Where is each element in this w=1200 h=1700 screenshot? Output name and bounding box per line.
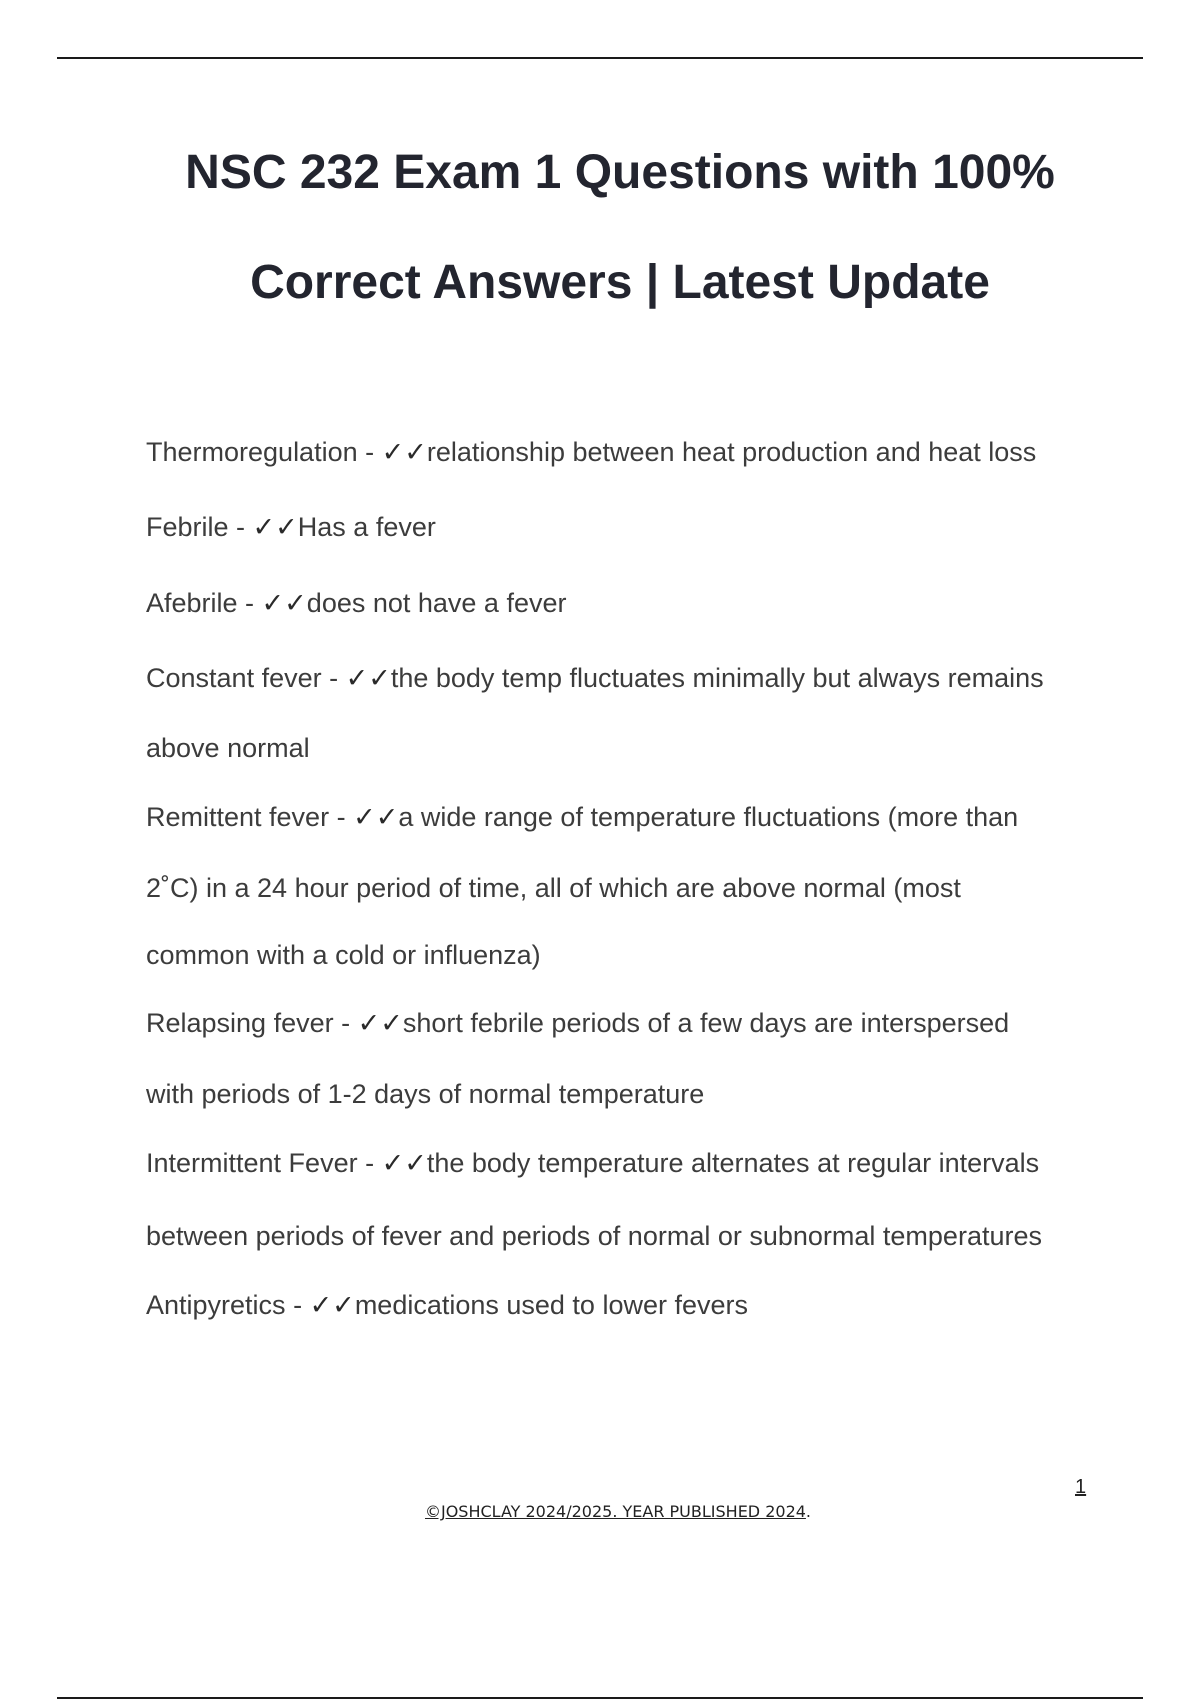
double-checkmark-icon: ✓✓ xyxy=(252,512,298,542)
flashcard-entry xyxy=(146,802,1018,833)
entry-definition-continuation: between periods of fever and periods of normal or subnormal temperatures xyxy=(146,1221,1042,1251)
entry-definition: Has a fever xyxy=(297,512,436,542)
entry-definition: does not have a fever xyxy=(306,588,567,618)
entry-definition: a wide range of temperature fluctuations (more than xyxy=(398,802,1019,832)
flashcard-entry xyxy=(146,588,566,619)
flashcard-entry xyxy=(146,437,1036,468)
flashcard-entry xyxy=(146,1008,1009,1039)
flashcard-entry xyxy=(146,512,436,543)
entry-separator: - xyxy=(228,512,253,542)
entry-term: Intermittent Fever xyxy=(146,1148,358,1178)
entry-separator: - xyxy=(333,1008,358,1038)
double-checkmark-icon: ✓✓ xyxy=(345,663,391,693)
double-checkmark-icon: ✓✓ xyxy=(261,588,307,618)
flashcard-entry xyxy=(146,663,1044,694)
entry-definition: relationship between heat production and heat loss xyxy=(426,437,1037,467)
entry-separator: - xyxy=(357,437,382,467)
top-rule xyxy=(57,57,1143,59)
bottom-rule xyxy=(57,1697,1143,1699)
double-checkmark-icon: ✓✓ xyxy=(381,437,427,467)
entry-term: Constant fever xyxy=(146,663,322,693)
entry-definition: short febrile periods of a few days are interspersed xyxy=(402,1008,1010,1038)
entry-separator: - xyxy=(285,1290,310,1320)
entry-definition-continuation: with periods of 1-2 days of normal temperature xyxy=(146,1079,705,1109)
copyright-text: ©JOSHCLAY 2024/2025. YEAR PUBLISHED 2024 xyxy=(424,1502,806,1521)
entry-definition-continuation: above normal xyxy=(146,733,310,763)
document-title-line-1: NSC 232 Exam 1 Questions with 100% xyxy=(185,146,1055,199)
entry-separator: - xyxy=(329,802,354,832)
double-checkmark-icon: ✓✓ xyxy=(309,1290,355,1320)
entry-separator: - xyxy=(357,1148,382,1178)
entry-definition: medications used to lower fevers xyxy=(354,1290,748,1320)
flashcard-entry xyxy=(146,1290,748,1321)
entry-term: Relapsing fever xyxy=(146,1008,334,1038)
entry-term: Febrile xyxy=(146,512,229,542)
entry-definition: the body temperature alternates at regular intervals xyxy=(426,1148,1040,1178)
entry-definition: the body temp fluctuates minimally but always remains xyxy=(390,663,1044,693)
double-checkmark-icon: ✓✓ xyxy=(353,802,399,832)
entry-term: Remittent fever xyxy=(146,802,330,832)
double-checkmark-icon: ✓✓ xyxy=(381,1148,427,1178)
entry-separator: - xyxy=(237,588,262,618)
entry-term: Thermoregulation xyxy=(146,437,358,467)
footer-copyright xyxy=(0,1502,1200,1521)
entry-definition-continuation: common with a cold or influenza) xyxy=(146,940,541,970)
entry-term: Antipyretics xyxy=(146,1290,286,1320)
page-number: 1 xyxy=(1075,1476,1087,1498)
entry-term: Afebrile xyxy=(146,588,238,618)
document-title-line-2: Correct Answers | Latest Update xyxy=(250,256,990,309)
flashcard-entry xyxy=(146,1148,1039,1179)
double-checkmark-icon: ✓✓ xyxy=(357,1008,403,1038)
entry-separator: - xyxy=(321,663,346,693)
entry-definition-continuation: 2˚C) in a 24 hour period of time, all of which are above normal (most xyxy=(146,873,961,903)
copyright-period: . xyxy=(805,1502,812,1521)
